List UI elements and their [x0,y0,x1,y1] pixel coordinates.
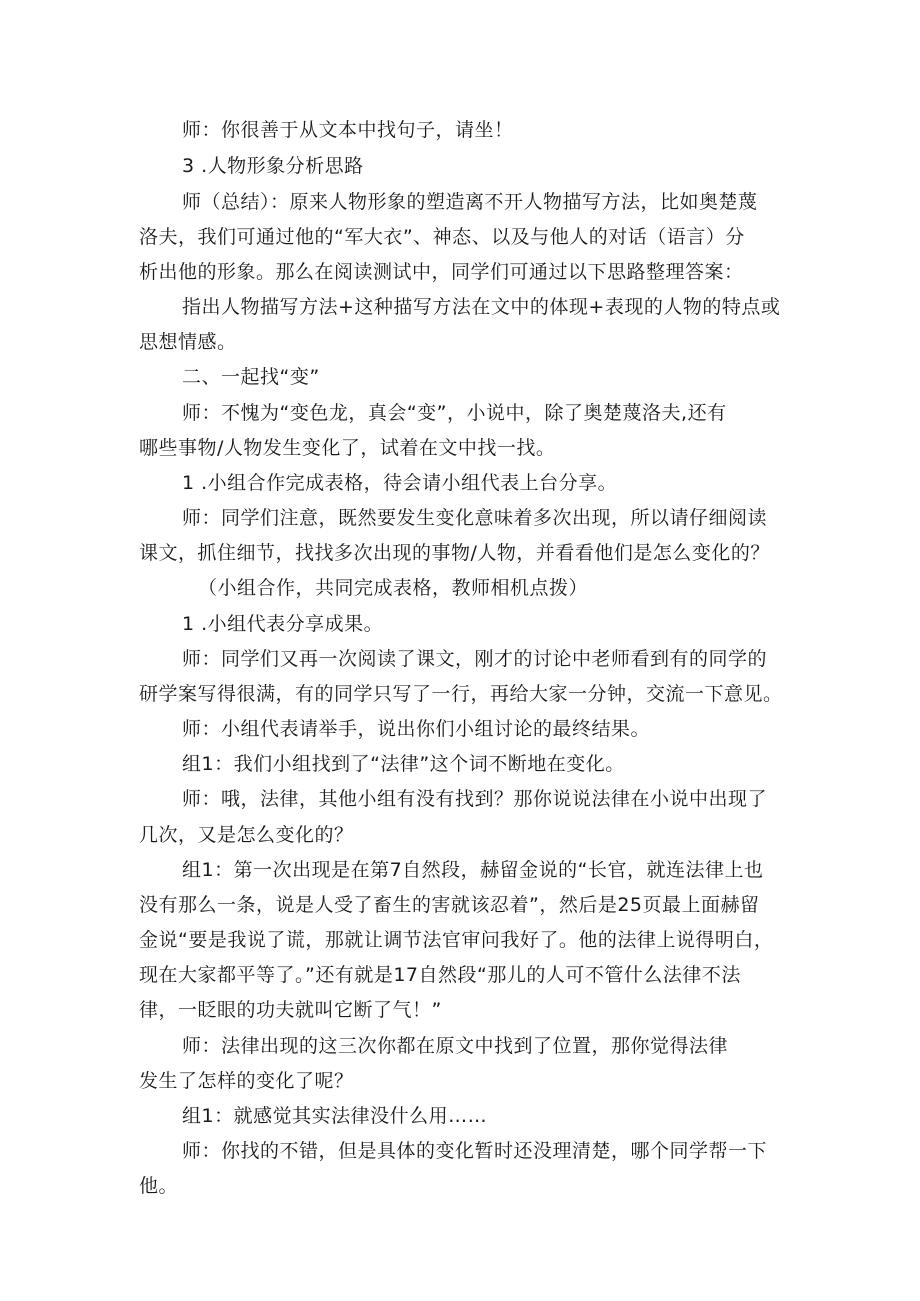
text-line: 组1：第一次出现是在第7自然段，赫留金说的“长官，就连法律上也 [182,859,764,881]
text-line: 师（总结）：原来人物形象的塑造离不开人物描写方法，比如奥楚蔑 [182,191,758,213]
text-line: 律，一眨眼的功夫就叫它断了气！” [139,999,442,1021]
text-line: 金说“要是我说了谎，那就让调节法官审问我好了。他的法律上说得明白， [139,929,774,951]
text-line: 师：哦，法律，其他小组有没有找到？那你说说法律在小说中出现了 [182,788,768,810]
section-heading: 二、一起找“变” [182,366,320,388]
text-line: 师：小组代表请举手，说出你们小组讨论的最终结果。 [182,718,651,740]
text-line: 组1：我们小组找到了“法律”这个词不断地在变化。 [182,753,625,775]
text-line: 课文，抓住细节，找找多次出现的事物/人物，并看看他们是怎么变化的？ [139,542,770,564]
text-line: 师：你很善于从文本中找句子，请坐！ [182,119,514,141]
text-line: 师：你找的不错，但是具体的变化暂时还没理清楚，哪个同学帮一下 [182,1140,768,1162]
text-line: 洛夫，我们可通过他的“军大衣”、神态、以及与他人的对话（语言）分 [139,226,745,248]
text-line: （小组合作，共同完成表格，教师相机点拨） [198,577,589,599]
text-line: 师：不愧为“变色龙，真会“变”，小说中，除了奥楚蔑洛夫,还有 [182,402,727,424]
text-line: 师：法律出现的这三次你都在原文中找到了位置，那你觉得法律 [182,1035,729,1057]
section-heading: 1 .小组合作完成表格，待会请小组代表上台分享。 [182,472,618,494]
section-heading: 3 .人物形象分析思路 [182,155,364,177]
text-line: 析出他的形象。那么在阅读测试中，同学们可通过以下思路整理答案： [139,261,744,283]
text-line: 师：同学们注意，既然要发生变化意味着多次出现，所以请仔细阅读 [182,507,768,529]
text-line: 他。 [139,1175,179,1197]
text-line: 指出人物描写方法+这种描写方法在文中的体现+表现的人物的特点或 [182,296,781,318]
text-line: 研学案写得很满，有的同学只写了一行，再给大家一分钟，交流一下意见。 [139,683,783,705]
section-heading: 1 .小组代表分享成果。 [182,613,384,635]
text-line: 哪些事物/人物发生变化了，试着在文中找一找。 [139,437,556,459]
text-line: 没有那么一条，说是人受了畜生的害就该忍着”，然后是25页最上面赫留 [139,894,760,916]
text-line: 发生了怎样的变化了呢？ [139,1070,354,1092]
text-line: 师：同学们又再一次阅读了课文，刚才的讨论中老师看到有的同学的 [182,648,768,670]
text-line: 现在大家都平等了。”还有就是17自然段“那儿的人可不管什么法律不法 [139,964,741,986]
text-line: 思想情感。 [139,331,237,353]
text-line: 组1：就感觉其实法律没什么用…… [182,1105,488,1127]
text-line: 几次，又是怎么变化的？ [139,824,354,846]
